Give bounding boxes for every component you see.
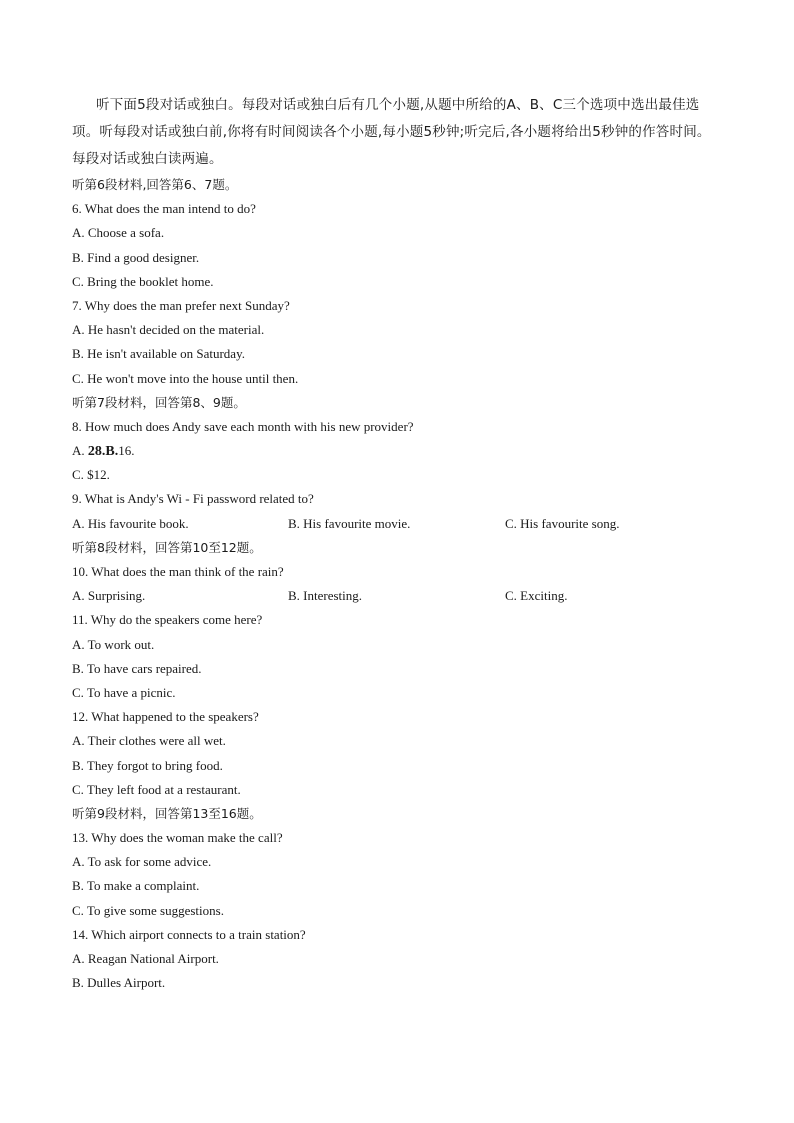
question-13-option-c: C. To give some suggestions. [72,902,224,918]
question-13-stem: 13. Why does the woman make the call? [72,830,283,846]
question-12-option-c: C. They left food at a restaurant. [72,781,241,797]
question-9-options [72,512,724,536]
question-11-option-a: A. To work out. [72,636,155,652]
question-11-option-c: C. To have a picnic. [72,684,176,700]
question-7-option-c: C. He won't move into the house until then. [72,370,299,386]
question-13-option-b: B. To make a complaint. [72,878,200,894]
question-14-option-b: B. Dulles Airport. [72,975,166,991]
question-6-option-a: A. Choose a sofa. [72,225,165,241]
question-9-option-a: A. His favourite book. [72,515,189,531]
question-8-option-c: C. $12. [72,467,110,483]
question-6-stem: 6. What does the man intend to do? [72,201,256,217]
question-10-stem: 10. What does the man think of the rain? [72,564,284,579]
instructions-paragraph: 听下面5段对话或独白。每段对话或独白后有几个小题,从题中所给的A、B、C三个选项中选出最佳选项。听每段对话或独白前,你将有时间阅读各个小题,每小题5秒钟;听完后,各小题将给出5秒钟的作答时间。每段对话或独白读两遍。 [72,97,711,167]
question-8-option-a [72,439,724,463]
section-heading-7: 听第7段材料，回答第8、9题。 [72,394,246,410]
question-6-option-b: B. Find a good designer. [72,249,200,265]
question-8-option-a-suffix: 16. [118,443,135,459]
question-9-stem: 9. What is Andy's Wi - Fi password related to? [72,491,314,507]
question-9-option-b: B. His favourite movie. [288,515,411,531]
question-13-option-a: A. To ask for some advice. [72,854,212,870]
question-12-option-b: B. They forgot to bring food. [72,757,223,773]
question-14-option-a: A. Reagan National Airport. [72,951,219,966]
question-8-option-a-prefix: A. [72,443,88,459]
question-10-options [72,584,724,608]
question-11-option-b: B. To have cars repaired. [72,660,202,676]
question-12-option-a: A. Their clothes were all wet. [72,733,226,749]
question-6-option-c: C. Bring the booklet home. [72,273,214,289]
section-heading-6: 听第6段材料,回答第6、7题。 [72,177,238,192]
question-7-option-a: A. He hasn't decided on the material. [72,322,265,338]
question-8-option-a-bold: 28.B. [87,444,119,460]
document-page [72,92,724,995]
question-10-option-c: C. Exciting. [505,588,568,604]
question-12-stem: 12. What happened to the speakers? [72,709,259,725]
question-7-stem: 7. Why does the man prefer next Sunday? [72,297,290,313]
question-11-stem: 11. Why do the speakers come here? [72,612,263,628]
section-heading-9: 听第9段材料，回答第13至16题。 [72,805,262,821]
question-10-option-a: A. Surprising. [72,588,146,604]
section-heading-8: 听第8段材料，回答第10至12题。 [72,539,262,555]
question-10-option-b: B. Interesting. [288,588,363,604]
question-8-stem: 8. How much does Andy save each month with his new provider? [72,418,414,434]
question-14-stem: 14. Which airport connects to a train station? [72,926,306,942]
question-9-option-c: C. His favourite song. [505,515,620,531]
question-7-option-b: B. He isn't available on Saturday. [72,346,245,362]
